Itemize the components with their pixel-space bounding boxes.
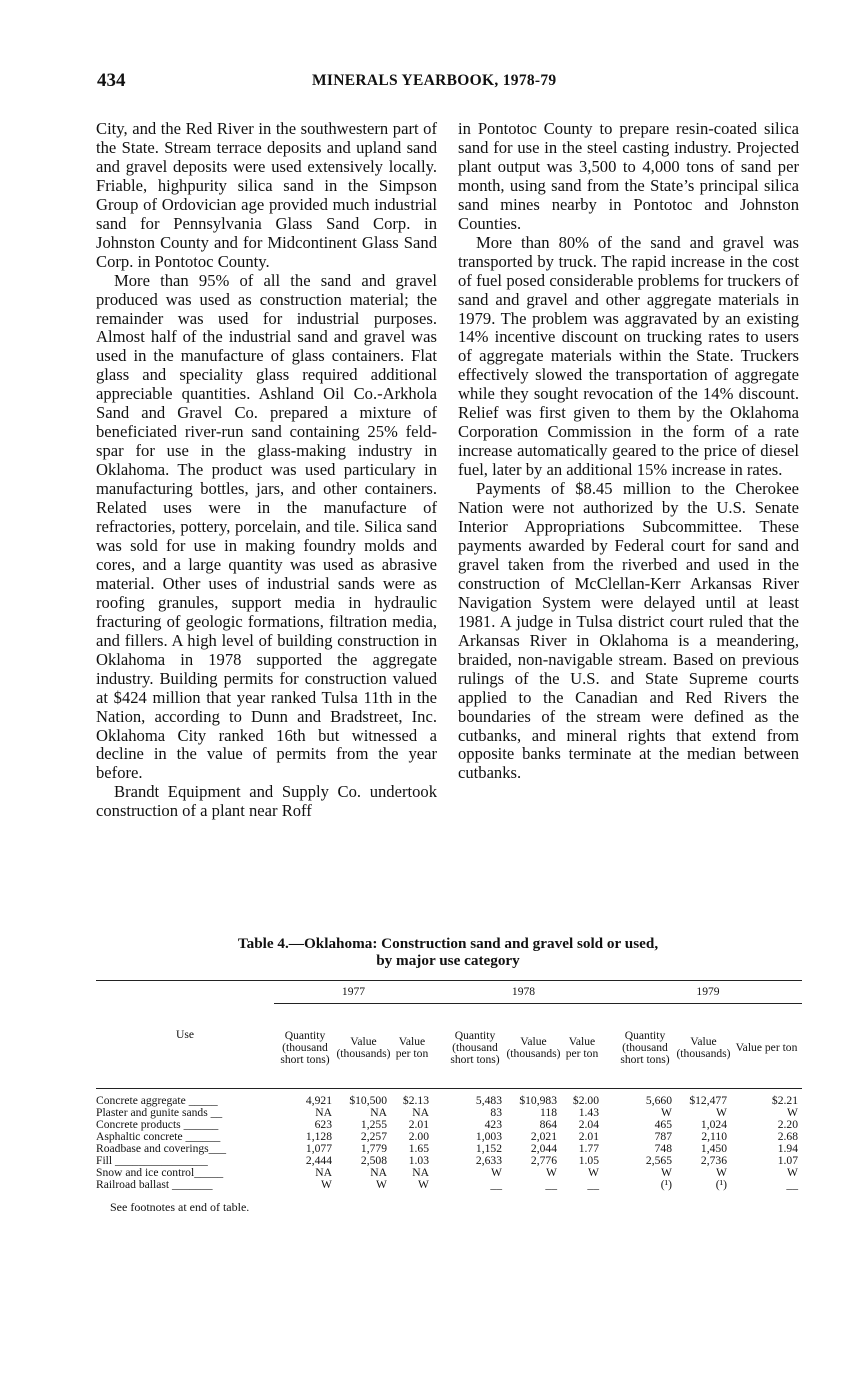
use-cell: Roadbase and coverings___	[96, 1142, 227, 1155]
table-title-line: Table 4.—Oklahoma: Construction sand and gravel sold or used,	[237, 935, 659, 952]
table-cell: 2.01	[578, 1130, 599, 1143]
table-cell: $10,983	[519, 1094, 557, 1107]
paragraph: More than 95% of all the sand and gravel produced was used as construction material; the remainder was used for industrial purposes. Almost half of the industrial sand and gravel was used in the manufacture of glass containers. Flat glass and speciality glass required additional appreciable quantities. Ashland Oil Co.-Arkhola Sand and Gravel Co. prepared a mixture of beneficiated river-run sand containing 25% feldspar for use in the glass-making industry in Oklahoma. The product was used particulary in manufacturing bottles, jars, and other containers. Related uses were in the manufacture of refractories, pottery, porcelain, and tile. Silica sand was sold for use in making foundry molds and cores, and a large quantity was used as abrasive material. Other uses of industrial sands were as roofing granules, support media in hydraulic fracturing of geologic formations, filtration media, and fillers. A high level of building construction in Oklahoma in 1978 supported the aggregate industry. Building permits for construction valued at $424 million that year ranked Tulsa 11th in the Nation, according to Dunn and Bradstreet, Inc. Oklahoma City ranked 16th but witnessed a decline in the value of permits from the year before.	[96, 270, 437, 783]
table-cell: W	[546, 1166, 557, 1179]
table-cell: 5,483	[475, 1094, 502, 1107]
table-cell: $2.21	[771, 1094, 798, 1107]
table-cell: 2.01	[408, 1118, 429, 1131]
table-cell: NA	[412, 1166, 429, 1179]
year-header-1977: 1977	[274, 981, 433, 1004]
table-cell: 423	[484, 1118, 502, 1131]
page-number: 434	[97, 70, 126, 91]
value-per-ton-header: Value per ton	[731, 1004, 802, 1089]
paragraph: in Pontotoc County to prepare resin-coated silica sand for use in the steel casting industry. Projected plant output was 3,500 to 4,000 tons of sand per month, using sand from the State’s principal silica sand mines nearby in Pontotoc and Johnston Counties.	[458, 119, 799, 233]
use-cell: Snow and ice control_____	[96, 1166, 224, 1179]
table-cell: 1,450	[700, 1142, 727, 1155]
table-cell: NA	[412, 1106, 429, 1119]
table-cell: 787	[654, 1130, 672, 1143]
right-column	[458, 120, 799, 783]
table-cell: (¹)	[660, 1178, 672, 1191]
table-cell: NA	[370, 1106, 387, 1119]
paragraph: Brandt Equipment and Supply Co. undertook construction of a plant near Roff	[96, 782, 437, 821]
quantity-header: Quantity (thousand short tons)	[274, 1004, 336, 1089]
table-cell: 623	[314, 1118, 332, 1131]
table-cell: NA	[315, 1166, 332, 1179]
table-cell: W	[787, 1166, 798, 1179]
table-cell: 2,444	[305, 1154, 332, 1167]
table-cell: 2,565	[645, 1154, 672, 1167]
table-cell: 4,921	[305, 1094, 332, 1107]
table-cell: $10,500	[349, 1094, 387, 1107]
table-cell: W	[661, 1106, 672, 1119]
table-cell: W	[321, 1178, 332, 1191]
paragraph: Payments of $8.45 million to the Cherokee Nation were not authorized by the U.S. Senate Interior Appropriations Subcommittee. These payments awarded by Federal court for sand and gravel taken from the riverbed and used in the construction of McClellan-Kerr Arkansas River Navigation System were delayed until at least 1981. A judge in Tulsa district court ruled that the Arkansas River in Oklahoma is a meandering, braided, non-navigable stream. Based on previous rulings of the U.S. and State Supreme courts applied to the Canadian and Red Rivers the boundaries of the stream were defined as the cutbanks, and mineral rights that extend from opposite banks terminate at the median between cutbanks.	[458, 479, 799, 783]
paragraph: More than 80% of the sand and gravel was transported by truck. The rapid increase in the cost of fuel posed considerable problems for truckers of sand and gravel and other aggregate materials in 1979. The problem was aggravated by an existing 14% incentive discount on trucking rates to users of aggregate materials within the State. Truckers effectively slowed the transportation of aggregate while they sought revocation of the 14% discount. Relief was first given to them by the Oklahoma Corporation Commission in the form of a rate increase automatically geared to the price of diesel fuel, later by an additional 15% increase in rates.	[458, 232, 799, 480]
table-cell: 1,077	[305, 1142, 332, 1155]
table-cell: 2,633	[475, 1154, 502, 1167]
table-cell: 2,021	[530, 1130, 557, 1143]
table-cell: 748	[654, 1142, 672, 1155]
table-cell: 1,779	[360, 1142, 387, 1155]
table-cell: 1,128	[305, 1130, 332, 1143]
page-header	[97, 70, 801, 94]
table-cell: 2.04	[578, 1118, 599, 1131]
table-cell: $2.00	[572, 1094, 599, 1107]
table-cell: 1,152	[475, 1142, 502, 1155]
use-cell: Concrete aggregate _____	[96, 1094, 218, 1107]
table-cell: $12,477	[689, 1094, 727, 1107]
data-table	[96, 980, 802, 1191]
use-cell: Fill ________________	[96, 1154, 208, 1167]
left-column	[96, 120, 437, 821]
table-cell: 1.77	[578, 1142, 599, 1155]
table-cell: 1,003	[475, 1130, 502, 1143]
table-cell: 1.65	[408, 1142, 429, 1155]
table-cell: 83	[490, 1106, 502, 1119]
table-row	[96, 1179, 802, 1191]
running-head: MINERALS YEARBOOK, 1978-79	[312, 72, 557, 89]
value-per-ton-header: Value per ton	[391, 1004, 433, 1089]
year-header-1979: 1979	[614, 981, 802, 1004]
table-cell: W	[661, 1166, 672, 1179]
use-cell: Railroad ballast _______	[96, 1178, 213, 1191]
table-title	[96, 935, 800, 969]
table-cell: W	[418, 1178, 429, 1191]
table-cell: __	[587, 1178, 599, 1191]
table-cell: NA	[370, 1166, 387, 1179]
table-cell: 1.05	[578, 1154, 599, 1167]
table-cell: 1,255	[360, 1118, 387, 1131]
table-cell: W	[716, 1166, 727, 1179]
year-header-row	[96, 981, 802, 1004]
table-cell: 1.94	[777, 1142, 798, 1155]
table-cell: __	[490, 1178, 502, 1191]
table-cell: W	[787, 1106, 798, 1119]
value-header: Value (thousands)	[506, 1004, 561, 1089]
table-cell: 2,776	[530, 1154, 557, 1167]
table-cell: 2.00	[408, 1130, 429, 1143]
table-cell: 465	[654, 1118, 672, 1131]
table-footnote: See footnotes at end of table.	[110, 1200, 250, 1214]
table-cell: 1,024	[700, 1118, 727, 1131]
table-cell: 5,660	[645, 1094, 672, 1107]
table-cell: 864	[539, 1118, 557, 1131]
table-cell: 1.07	[777, 1154, 798, 1167]
table-cell: 2,736	[700, 1154, 727, 1167]
use-column-header: Use	[96, 981, 274, 1089]
quantity-header: Quantity (thousand short tons)	[444, 1004, 506, 1089]
table-cell: $2.13	[402, 1094, 429, 1107]
use-cell: Plaster and gunite sands __	[96, 1106, 223, 1119]
table-cell: 1.43	[578, 1106, 599, 1119]
table-cell: 2,257	[360, 1130, 387, 1143]
table-title-line: by major use category	[376, 952, 520, 969]
table-cell: W	[588, 1166, 599, 1179]
table-cell: NA	[315, 1106, 332, 1119]
table-cell: 2.20	[777, 1118, 798, 1131]
use-cell: Concrete products ______	[96, 1118, 219, 1131]
table-cell: W	[491, 1166, 502, 1179]
table-cell: 118	[540, 1106, 557, 1119]
value-header: Value (thousands)	[676, 1004, 731, 1089]
table-cell: 2,110	[701, 1130, 727, 1143]
table-cell: W	[716, 1106, 727, 1119]
table-cell: 2.68	[777, 1130, 798, 1143]
data-table-wrapper	[96, 980, 802, 1191]
table-cell: 2,508	[360, 1154, 387, 1167]
use-cell: Asphaltic concrete ______	[96, 1130, 221, 1143]
value-header: Value (thousands)	[336, 1004, 391, 1089]
table-cell: __	[786, 1178, 798, 1191]
table-cell: (¹)	[715, 1178, 727, 1191]
table-cell: __	[545, 1178, 557, 1191]
table-cell: 1.03	[408, 1154, 429, 1167]
value-per-ton-header: Value per ton	[561, 1004, 603, 1089]
paragraph: City, and the Red River in the southwestern part of the State. Stream terrace deposits and upland sand and gravel deposits were used extensively locally. Friable, highpurity silica sand in the Simpson Group of Ordovician age provided much industrial sand for Pennsylvania Glass Sand Corp. in Johnston County and for Midcontinent Glass Sand Corp. in Pontotoc County.	[96, 119, 437, 271]
year-header-1978: 1978	[444, 981, 603, 1004]
quantity-header: Quantity (thousand short tons)	[614, 1004, 676, 1089]
table-cell: W	[376, 1178, 387, 1191]
table-cell: 2,044	[530, 1142, 557, 1155]
